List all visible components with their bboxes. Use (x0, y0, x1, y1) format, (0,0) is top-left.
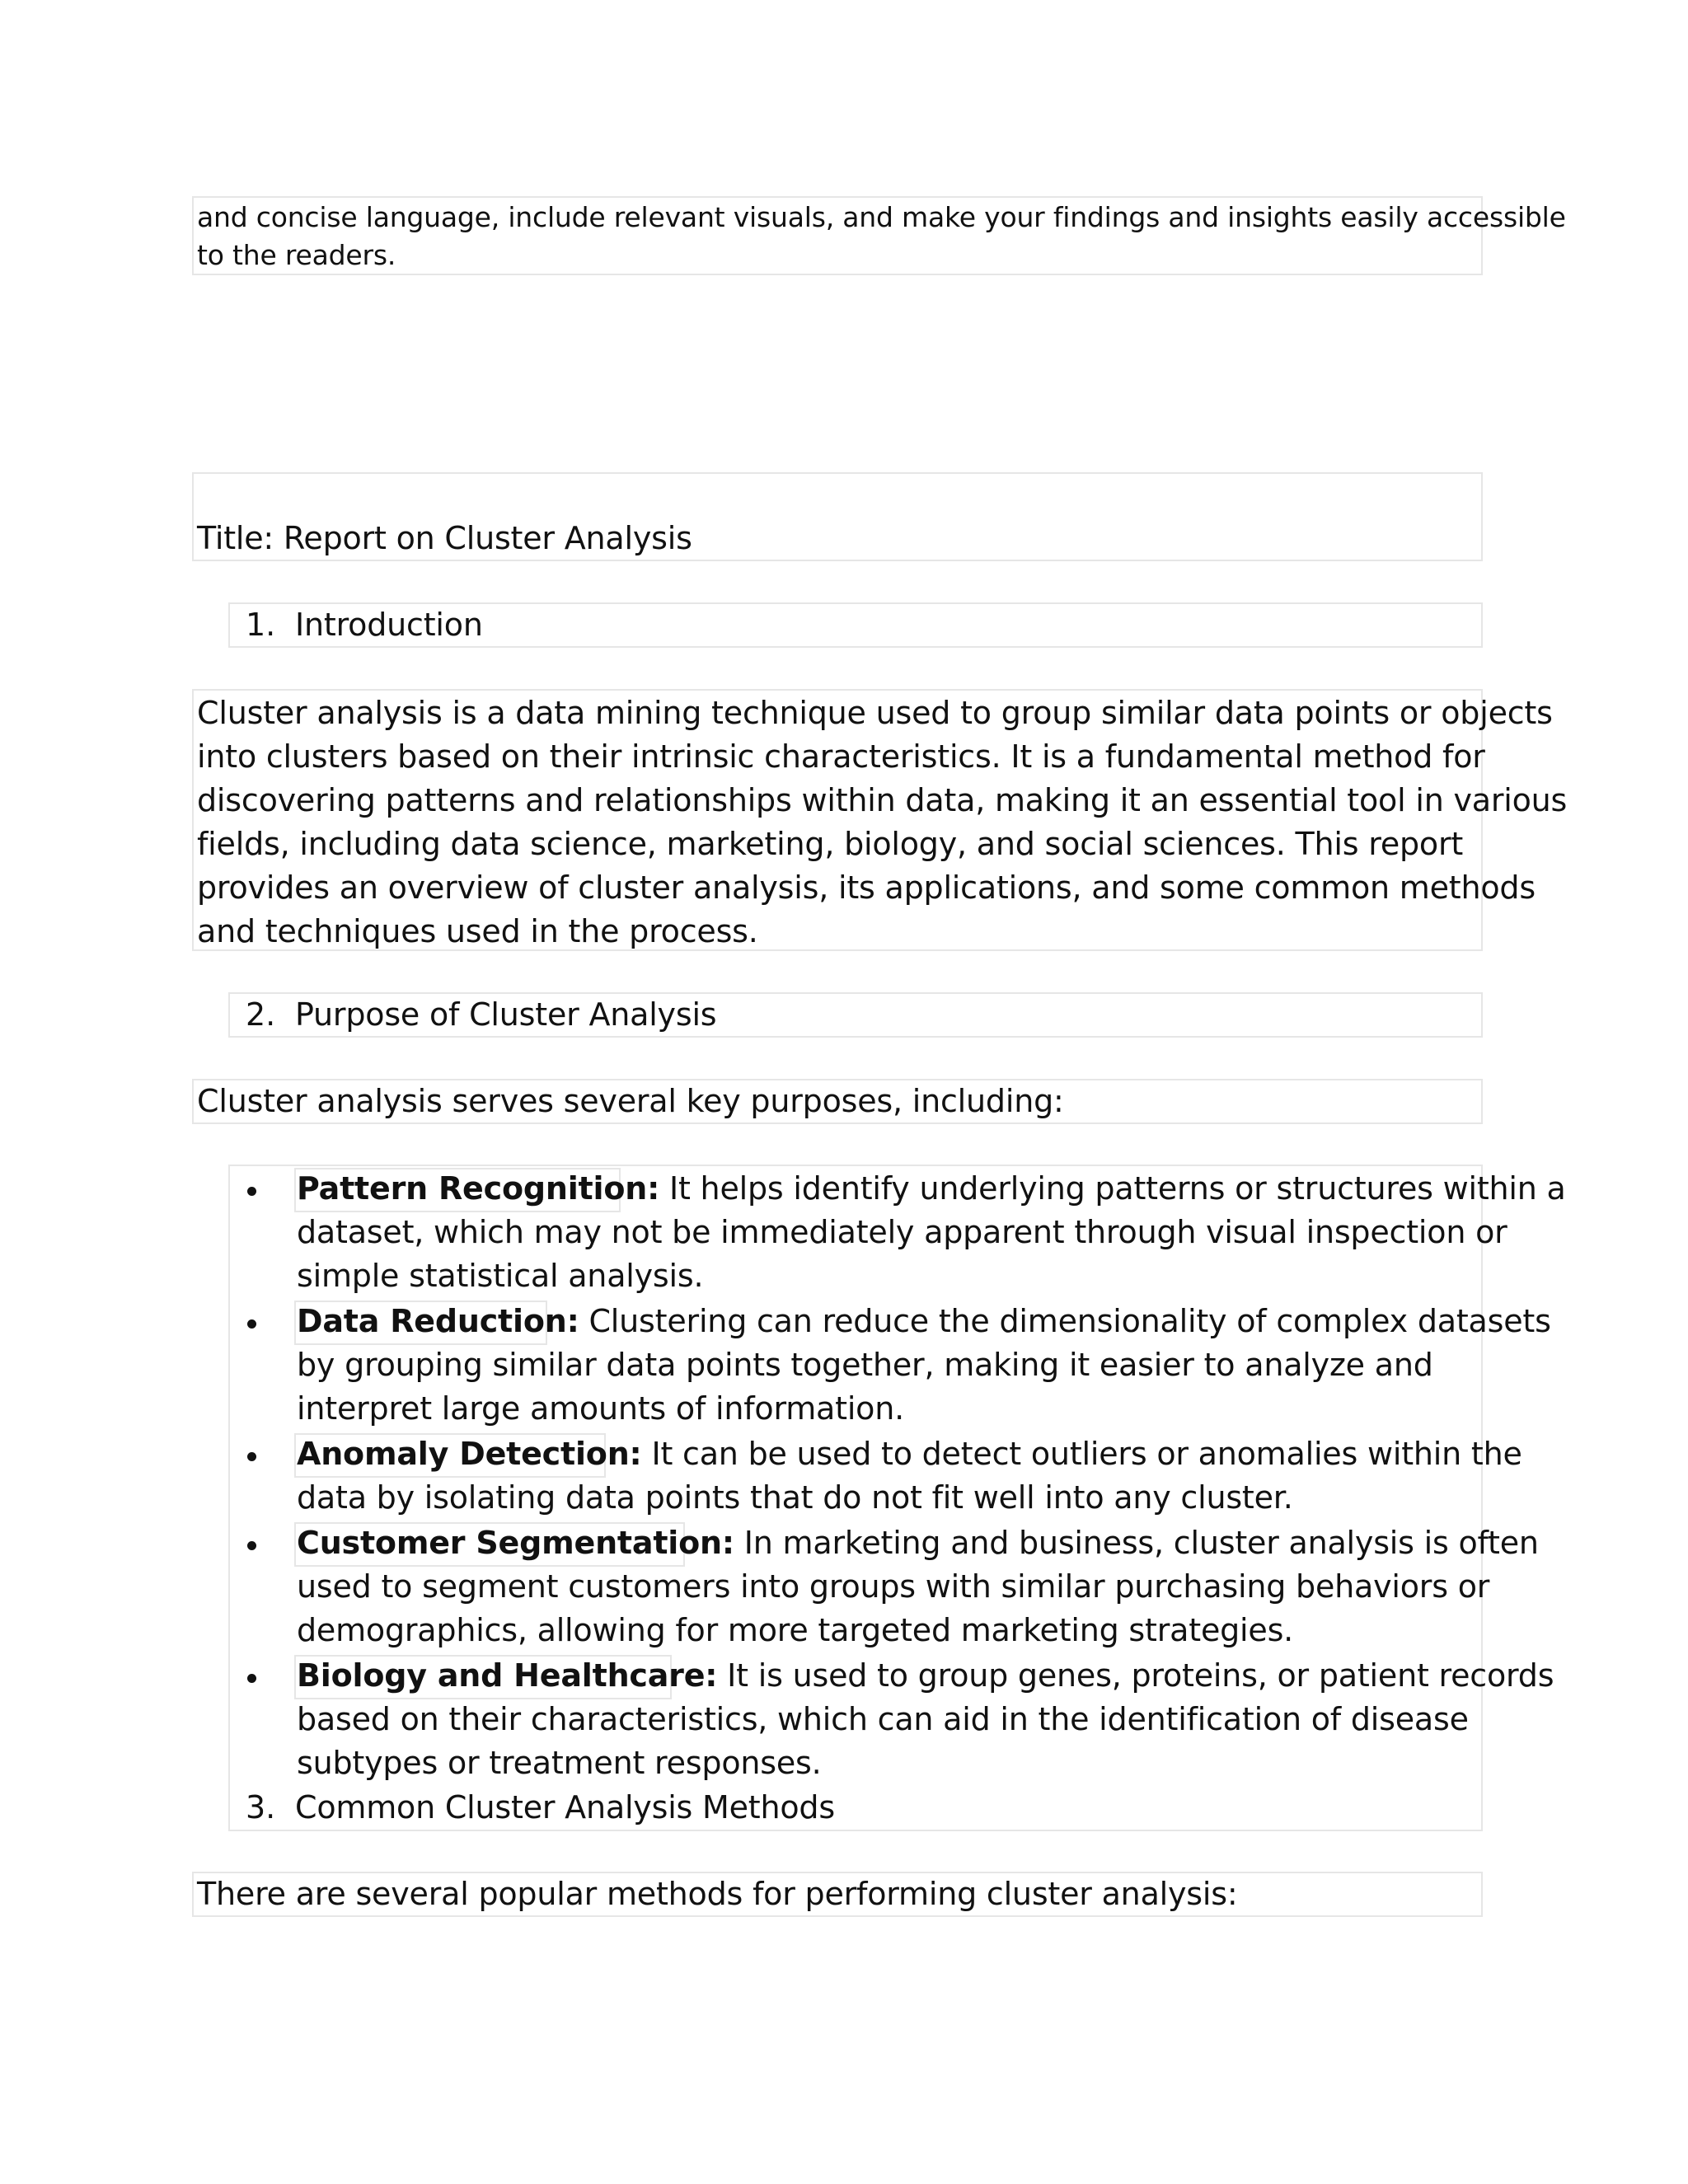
intro-line-6: and techniques used in the process. (197, 913, 758, 949)
bullet-5-line-1 (297, 1653, 1554, 1698)
intro-line-1: Cluster analysis is a data mining technique used to group similar data points or objects (197, 695, 1553, 731)
section-1-number: 1. (246, 607, 276, 643)
bullet-3-term: Anomaly Detection: (297, 1436, 642, 1472)
bullet-4-line-1 (297, 1521, 1539, 1565)
intro-line-5: provides an overview of cluster analysis, its applications, and some common methods (197, 869, 1536, 906)
bullet-1-term: Pattern Recognition: (297, 1170, 660, 1207)
methods-lead: There are several popular methods for performing cluster analysis: (197, 1876, 1238, 1912)
bullet-3-line-1 (297, 1432, 1522, 1476)
bullet-4-line-2: used to segment customers into groups with similar purchasing behaviors or (297, 1568, 1490, 1605)
bullet-2-line-2: by grouping similar data points together, making it easier to analyze and (297, 1347, 1433, 1383)
top-fragment-line-2: to the readers. (197, 239, 396, 271)
intro-line-4: fields, including data science, marketing, biology, and social sciences. This report (197, 826, 1464, 862)
bullet-2-line-1 (297, 1299, 1551, 1343)
purpose-lead: Cluster analysis serves several key purposes, including: (197, 1083, 1064, 1119)
bullet-marker (247, 1541, 256, 1550)
bullet-3-text: It can be used to detect outliers or anomalies within the (641, 1436, 1522, 1472)
bullet-2-term: Data Reduction: (297, 1303, 579, 1339)
bullet-1-line-1 (297, 1166, 1566, 1211)
section-1-heading: Introduction (295, 607, 483, 643)
bullet-1-line-2: dataset, which may not be immediately apparent through visual inspection or (297, 1214, 1507, 1250)
bullet-5-term: Biology and Healthcare: (297, 1657, 718, 1694)
bullet-5-line-3: subtypes or treatment responses. (297, 1745, 822, 1781)
bullet-marker (247, 1452, 256, 1461)
section-2-number: 2. (246, 996, 276, 1033)
bullet-1-text: It helps identify underlying patterns or structures within a (659, 1170, 1566, 1207)
section-2-heading: Purpose of Cluster Analysis (295, 996, 717, 1033)
bullet-marker (247, 1187, 256, 1196)
bullet-3-line-2: data by isolating data points that do not fit well into any cluster. (297, 1479, 1293, 1516)
document-title: Title: Report on Cluster Analysis (197, 520, 692, 556)
section-3-number: 3. (246, 1789, 276, 1825)
section-3-heading: Common Cluster Analysis Methods (295, 1789, 835, 1825)
bullet-1-line-3: simple statistical analysis. (297, 1258, 704, 1294)
bullet-5-line-2: based on their characteristics, which can aid in the identification of disease (297, 1701, 1469, 1737)
intro-line-3: discovering patterns and relationships within data, making it an essential tool in various (197, 782, 1568, 818)
bullet-4-line-3: demographics, allowing for more targeted marketing strategies. (297, 1612, 1294, 1648)
bullet-4-term: Customer Segmentation: (297, 1525, 734, 1561)
bullet-marker (247, 1674, 256, 1683)
bullet-2-line-3: interpret large amounts of information. (297, 1390, 904, 1427)
bullet-5-text: It is used to group genes, proteins, or patient records (717, 1657, 1554, 1694)
top-fragment-line-1: and concise language, include relevant visuals, and make your findings and insights easily accessible (197, 201, 1566, 233)
intro-line-2: into clusters based on their intrinsic characteristics. It is a fundamental method for (197, 738, 1485, 775)
bullet-4-text: In marketing and business, cluster analysis is often (734, 1525, 1539, 1561)
bullet-2-text: Clustering can reduce the dimensionality of complex datasets (579, 1303, 1551, 1339)
bullet-marker (247, 1319, 256, 1329)
